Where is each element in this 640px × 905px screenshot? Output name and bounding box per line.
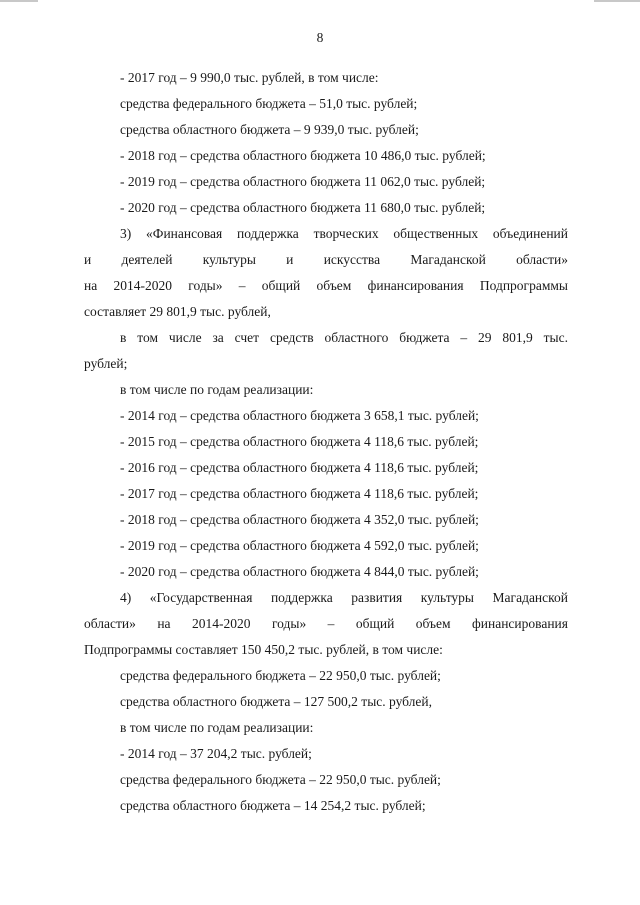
subprogram-4-federal: средства федерального бюджета – 22 950,0 тыс. рублей; [120, 668, 441, 683]
text-line-2018: - 2018 год – средства областного бюджета 10 486,0 тыс. рублей; [120, 148, 486, 163]
page-number: 8 [316, 30, 324, 45]
subprogram-3-heading: 3) «Финансовая поддержка творческих общественных объединений [120, 226, 568, 241]
document-body [84, 65, 568, 819]
subprogram-3-year-2014: - 2014 год – средства областного бюджета 3 658,1 тыс. рублей; [120, 408, 479, 423]
subprogram-3-regional-share-cont: рублей; [84, 356, 128, 371]
subprogram-3-year-2020: - 2020 год – средства областного бюджета 4 844,0 тыс. рублей; [120, 564, 479, 579]
subprogram-3-year-2019: - 2019 год – средства областного бюджета 4 592,0 тыс. рублей; [120, 538, 479, 553]
subprogram-4-year-2014: - 2014 год – 37 204,2 тыс. рублей; [120, 746, 312, 761]
scan-edge-mark-right [594, 0, 640, 2]
text-line-2017-federal: средства федерального бюджета – 51,0 тыс. рублей; [120, 96, 418, 111]
subprogram-4-by-years-label: в том числе по годам реализации: [120, 720, 314, 735]
text-line-2017-regional: средства областного бюджета – 9 939,0 тыс. рублей; [120, 122, 419, 137]
subprogram-3-year-2015: - 2015 год – средства областного бюджета 4 118,6 тыс. рублей; [120, 434, 479, 449]
subprogram-3-year-2017: - 2017 год – средства областного бюджета 4 118,6 тыс. рублей; [120, 486, 479, 501]
subprogram-4-regional: средства областного бюджета – 127 500,2 тыс. рублей, [120, 694, 433, 709]
subprogram-3-total: составляет 29 801,9 тыс. рублей, [84, 304, 271, 319]
subprogram-3-year-2016: - 2016 год – средства областного бюджета 4 118,6 тыс. рублей; [120, 460, 479, 475]
text-line-2017-total: - 2017 год – 9 990,0 тыс. рублей, в том числе: [120, 70, 379, 85]
text-line-2019: - 2019 год – средства областного бюджета 11 062,0 тыс. рублей; [120, 174, 486, 189]
subprogram-4-year-2014-regional: средства областного бюджета – 14 254,2 тыс. рублей; [120, 798, 426, 813]
scan-edge-mark-left [0, 0, 38, 2]
subprogram-4-heading-cont: области» на 2014-2020 годы» – общий объем финансирования [84, 616, 568, 631]
subprogram-3-regional-share: в том числе за счет средств областного бюджета – 29 801,9 тыс. [120, 330, 568, 345]
subprogram-3-year-2018: - 2018 год – средства областного бюджета 4 352,0 тыс. рублей; [120, 512, 479, 527]
subprogram-4-heading: 4) «Государственная поддержка развития культуры Магаданской [120, 590, 568, 605]
subprogram-3-heading-cont: и деятелей культуры и искусства Магаданской области» [84, 252, 568, 267]
subprogram-3-funding: на 2014-2020 годы» – общий объем финансирования Подпрограммы [84, 278, 568, 293]
subprogram-4-year-2014-federal: средства федерального бюджета – 22 950,0 тыс. рублей; [120, 772, 441, 787]
subprogram-3-by-years-label: в том числе по годам реализации: [120, 382, 314, 397]
text-line-2020: - 2020 год – средства областного бюджета 11 680,0 тыс. рублей; [120, 200, 486, 215]
subprogram-4-total: Подпрограммы составляет 150 450,2 тыс. рублей, в том числе: [84, 642, 443, 657]
